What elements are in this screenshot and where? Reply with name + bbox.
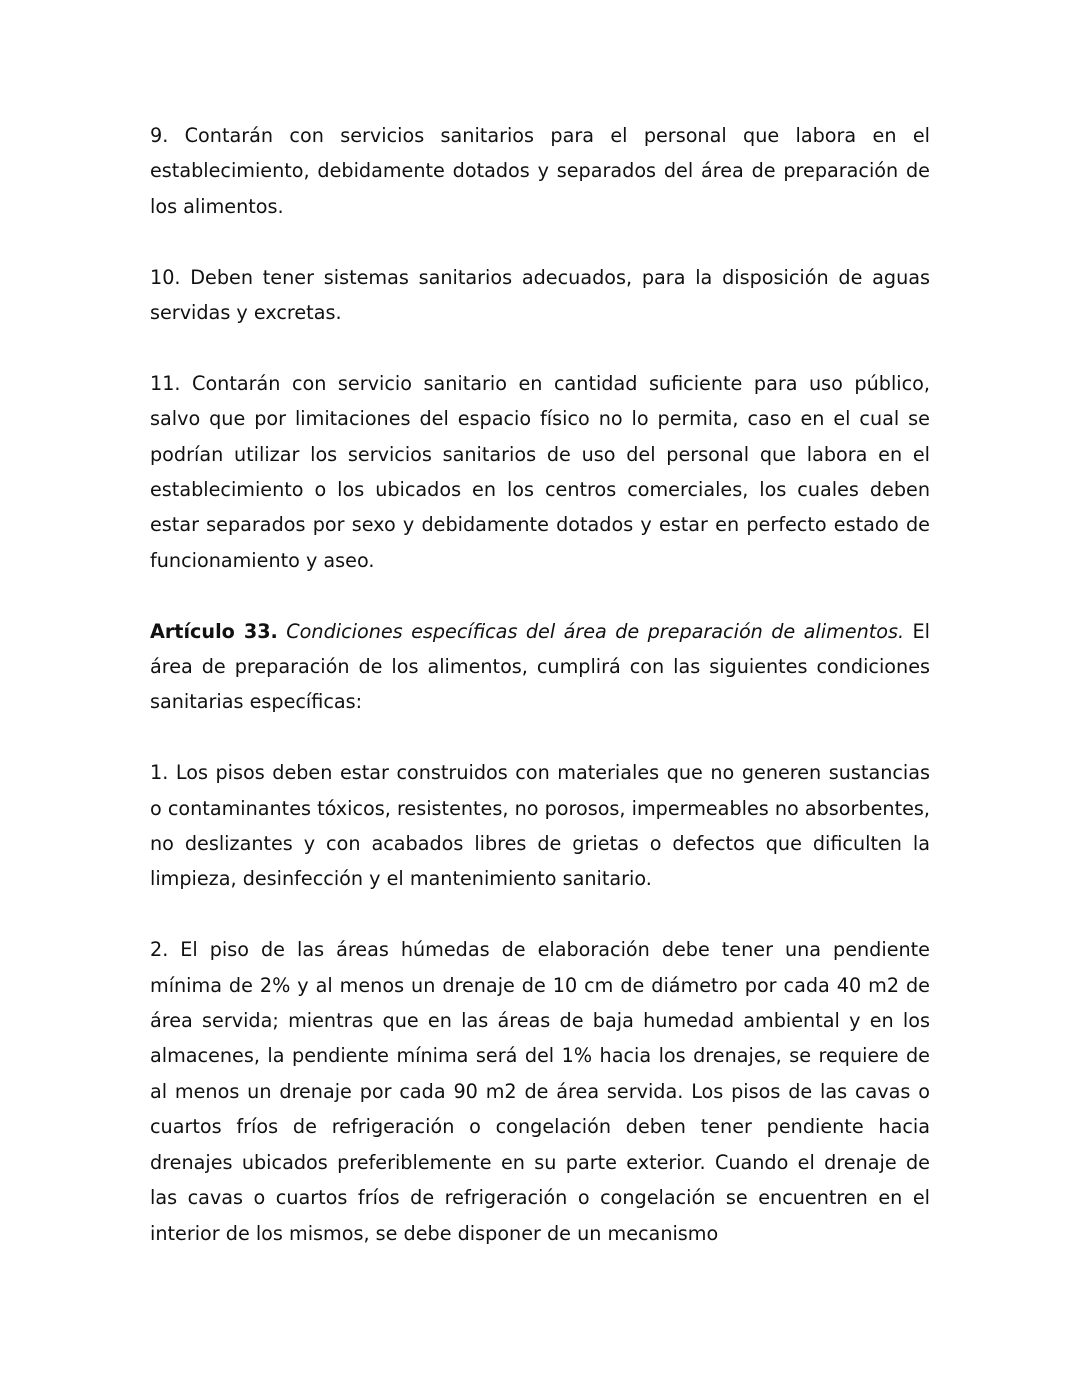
paragraph-item-2: 2. El piso de las áreas húmedas de elaboración debe tener una pendiente mínima de 2% y al menos un drenaje de 10 cm de diámetro por cada 40 m2 de área servida; mientras que en las áreas de baja humedad ambiental y en los almacenes, la pendiente mínima será del 1% hacia los drenajes, se requiere de al menos un drenaje por cada 90 m2 de área servida. Los pisos de las cavas o cuartos fríos de refrigeración o congelación deben tener pendiente hacia drenajes ubicados preferiblemente en su parte exterior. Cuando el drenaje de las cavas o cuartos fríos de refrigeración o congelación se encuentren en el interior de los mismos, se debe disponer de un mecanismo [150,938,930,1245]
paragraph-item-1: 1. Los pisos deben estar construidos con materiales que no generen sustancias o contaminantes tóxicos, resistentes, no porosos, impermeables no absorbentes, no deslizantes y con acabados libres de grietas o defectos que dificulten la limpieza, desinfección y el mantenimiento sanitario. [150,761,930,891]
document-page [150,118,930,1251]
article-33-paragraph [150,614,930,720]
article-title: Condiciones específicas del área de preparación de alimentos. [286,619,905,643]
paragraph-item-11: 11. Contarán con servicio sanitario en cantidad suficiente para uso público, salvo que por limitaciones del espacio físico no lo permita, caso en el cual se podrían utilizar los servicios sanitarios de uso del personal que labora en el establecimiento o los ubicados en los centros comerciales, los cuales deben estar separados por sexo y debidamente dotados y estar en perfecto estado de funcionamiento y aseo. [150,371,930,572]
article-body: El área de preparación de los alimentos, cumplirá con las siguientes condiciones sanitarias específicas: [150,619,930,714]
article-heading: Artículo 33. [150,619,278,643]
paragraph-item-10: 10. Deben tener sistemas sanitarios adecuados, para la disposición de aguas servidas y excretas. [150,265,930,325]
paragraph-item-9: 9. Contarán con servicios sanitarios para el personal que labora en el establecimiento, debidamente dotados y separados del área de preparación de los alimentos. [150,124,930,218]
